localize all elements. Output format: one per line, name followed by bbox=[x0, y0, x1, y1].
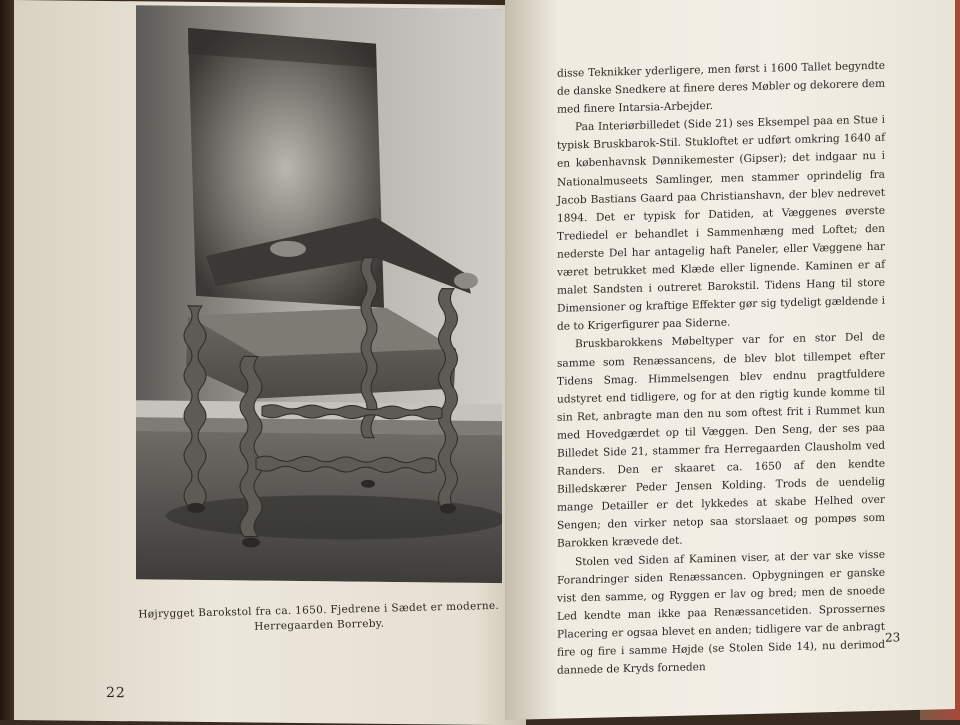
page-number-left: 22 bbox=[106, 684, 126, 702]
page-number-right: 23 bbox=[885, 630, 901, 645]
body-text bbox=[557, 57, 885, 680]
paragraph-3: Bruskbarokkens Møbeltyper var for en stor Del de samme som Renæssancens, de blev blot tillempet efter Tidens Smag. Himmelsengen blev endnu pragtfuldere udstyret end tidligere, og for at den rigtig kunde komme til sin Ret, anbragte man den nu som oftest frit i Rummet kun med Hovedgærdet op til Væggen. Den Seng, der ses paa Billedet Side 21, stammer fra Herregaarden Clausholm ved Randers. Den er skaaret ca. 1650 af den kendte Billedskærer Peder Jensen Kolding. Trods de uendelig mange Detailler er det lykkedes at skabe Helhed over Sengen; den virker netop saa storslaaet og pompøs som Barokken krævede det. bbox=[557, 331, 885, 551]
paragraph-1: disse Teknikker yderligere, men først i 1600 Tallet begyndte de danske Snedkere at finere deres Møbler og dekorere dem med finere Intarsia-Arbejder. bbox=[557, 59, 885, 116]
left-page bbox=[14, 0, 526, 725]
caption-line-2: Herregaarden Borreby. bbox=[254, 617, 385, 633]
paragraph-4: Stolen ved Siden af Kaminen viser, at der var ske visse Forandringer siden Renæssancen. Opbygningen er ganske vist den samme, og Ryggen er lav og bred; men de snoede Led kendte man ikke paa Renæssancetiden. Sprossernes Placering er ogsaa blevet en anden; tidligere var de anbragt fire og fire i samme Højde (se Stolen Side 14), nu derimod dannede de Kryds forneden bbox=[557, 548, 885, 677]
paragraph-2: Paa Interiørbilledet (Side 21) ses Eksempel paa en Stue i typisk Bruskbarok-Stil. Stukloftet er udført omkring 1640 af en københavnsk Dønnikemester (Gipser); det indgaar nu i Nationalmuseets Samlinger, men stammer oprindelig fra Jacob Bastians Gaard paa Christianshavn, der blev nedrevet 1894. Det er typisk for Datiden, at Væggenes øverste Trediedel er behandlet i Sammenhæng med Loftet; den nederste Del har antagelig haft Paneler, eller Væggene har været betrukket med Klæde eller lignende. Kaminen er af malet Sandsten i outreret Barokstil. Tidens Hang til store Dimensioner og kraftige Effekter gør sig tydeligt gældende i de to Krigerfigurer paa Siderne. bbox=[557, 113, 885, 334]
right-page bbox=[505, 0, 955, 720]
caption-line-1: Højrygget Barokstol fra ca. 1650. Fjedrene i Sædet er moderne. bbox=[138, 599, 500, 621]
baroque-chair-photo bbox=[136, 5, 502, 583]
chair-image bbox=[136, 5, 502, 583]
photo-caption bbox=[134, 599, 505, 638]
